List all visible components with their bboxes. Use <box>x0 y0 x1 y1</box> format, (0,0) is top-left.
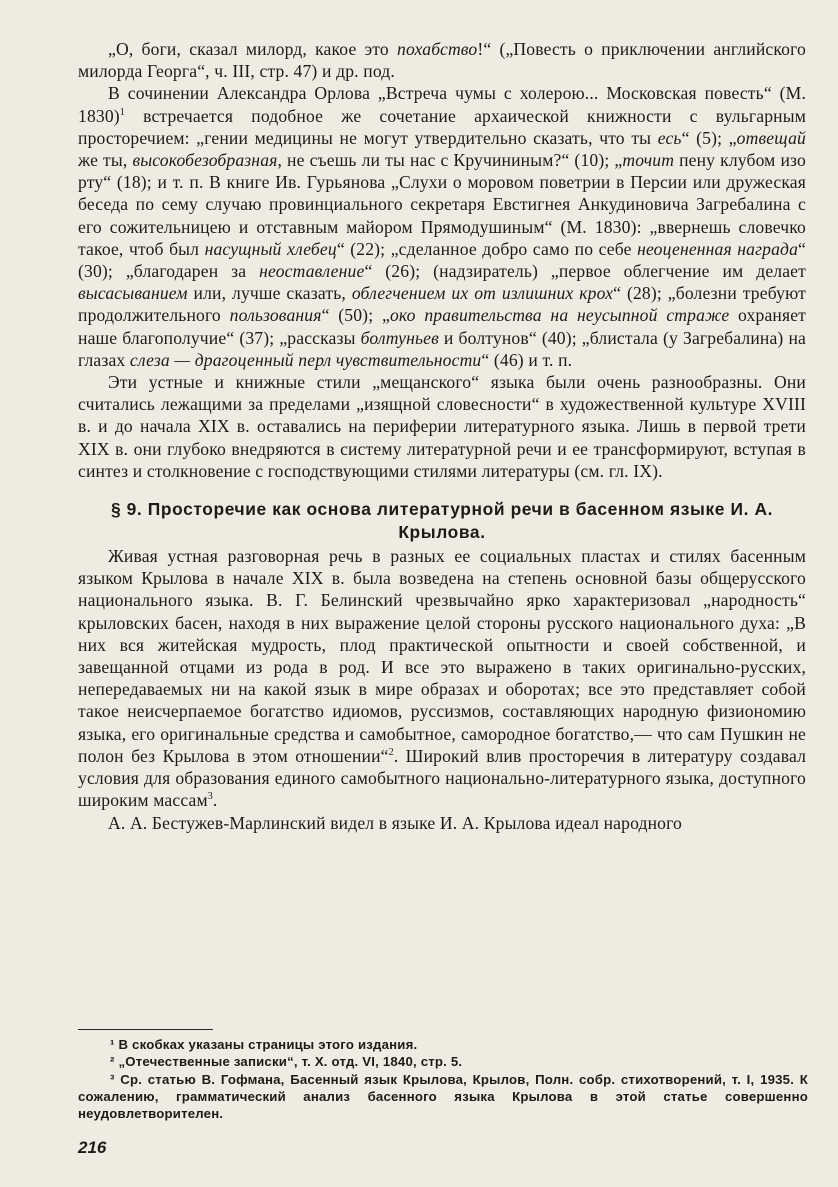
paragraph <box>78 82 806 371</box>
italic-quote: точит <box>622 150 675 171</box>
text-run: “ (26); (надзиратель) „первое облегчение им делает <box>364 261 806 282</box>
paragraphs-before-heading <box>78 38 806 482</box>
paragraph <box>78 371 806 482</box>
text-run: , не съешь ли ты нас с Кручининым?“ (10); „ <box>277 150 623 171</box>
footnote: ³ Ср. статью В. Гофмана, Басенный язык Крылова, Крылов, Полн. собр. стихотворений, т. I, 1935. К сожалению, грамматический анализ басенного языка Крылова в этой статье совершенно неудовлетворителен. <box>78 1071 808 1122</box>
text-run: В сочинении Александра Орлова „Встреча чумы с холерою... Московская повесть“ (М. 1830) <box>78 83 806 126</box>
text-run: А. А. Бестужев-Марлинский видел в языке И. А. Крылова идеал народного <box>108 812 682 833</box>
italic-quote: высокобезобразная <box>132 150 278 171</box>
main-text <box>78 38 806 834</box>
footnote: ² „Отечественные записки“, т. X. отд. VI, 1840, стр. 5. <box>110 1054 463 1070</box>
text-run: „О, боги, сказал милорд, какое это <box>108 39 397 59</box>
footnote-marker: 3 <box>207 791 213 803</box>
section-heading: § 9. Просторечие как основа литературной речи в басенном языке И. А. Крылова. <box>110 499 774 542</box>
text-run: же ты, <box>78 150 133 171</box>
italic-quote: отвещай <box>736 127 806 148</box>
paragraphs-after-heading <box>78 545 806 834</box>
text-run: или, лучше сказать, <box>187 283 352 304</box>
text-run: “ (22); „сделанное добро само по себе <box>336 238 638 259</box>
italic-quote: неоставление <box>259 261 365 282</box>
paragraph <box>78 38 806 82</box>
text-run: встречается подобное же сочетание архаической книжности с вульгарным просторечием: „гении медицины не могут утвердительно сказать, что ты <box>78 105 806 148</box>
text-run: . <box>212 790 218 811</box>
text-run: “ (5); „ <box>681 127 737 148</box>
text-run: охраняет наше благополучие“ (37); „рассказы <box>78 305 807 348</box>
page-number: 216 <box>78 1138 107 1157</box>
text-run: Эти устные и книжные стили „мещанского“ языка были очень разнообразны. Они считались лежащими за пределами „изящной словесности“ в художественной культуре XVIII в. и до начала XIX в. оставались на периферии литературного языка. Лишь в первой трети XIX в. они глубоко внедряются в систему литературной речи и ее трансформируют, вступая в синтез и столкновение с господствующими стилями литературы (см. гл. IX). <box>78 372 806 481</box>
text-run: и болтунов“ (40); „блистала (у Загребалина) на глазах <box>78 327 806 370</box>
italic-quote: облегчением их от излишних крох <box>351 283 614 304</box>
italic-quote: похабство <box>397 39 478 59</box>
footnote-marker: 2 <box>388 747 394 759</box>
italic-quote: пользования <box>229 305 322 326</box>
text-run: . Широкий влив просторечия в литературу создавал условия для образования единого самобытного национально-литературного языка, доступного широким массам <box>78 745 806 811</box>
text-run: “ (46) и т. п. <box>481 349 573 370</box>
italic-quote: высасыванием <box>78 283 188 304</box>
text-run: “ (50); „ <box>321 305 390 326</box>
italic-quote: есь <box>657 127 682 148</box>
text-run: Живая устная разговорная речь в разных ее социальных пластах и стилях басенным языком Крылова в начале XIX в. была возведена на степень основной базы общерусского национального языка. В. Г. Белинский чрезвычайно ярко характеризовал „народность“ крыловских басен, находя в них выражение целой стороны русского национального духа: „В них вся житейская мудрость, плод практической опытности и своей собственной, и завещанной отцами из рода в род. И все это выражено в таких оригинально-русских, непередаваемых ни на какой язык в мире образах и оборотах; все это представляет собой такое неисчерпаемое богатство идиомов, руссизмов, составляющих народную физиономию языка, его оригинальные средства и самобытное, самородное богатство,— что сам Пушкин не полон без Крылова в этом отношении“ <box>78 546 806 766</box>
text-run: “ (28); „болезни требуют продолжительного <box>78 283 806 326</box>
paragraph <box>78 545 806 811</box>
italic-quote: слеза — драгоценный перл чувствительности <box>129 349 482 370</box>
italic-quote: насущный хлебец <box>204 238 337 259</box>
footnotes <box>78 1036 808 1122</box>
footnote: ¹ В скобках указаны страницы этого издания. <box>110 1037 418 1052</box>
italic-quote: око правительства на неусыпной страже <box>389 305 730 326</box>
text-run: пену клубом изо рту“ (18); и т. п. В книге Ив. Гурьянова „Слухи о моровом поветрии в Персии или дружеская беседа по сему случаю провинциального секретаря Евстигнея Анкудиновича Загребалина с его сожительницею и отставным майором Прямодушиным“ (М. 1830): „ввернешь словечко такое, чтоб был <box>78 150 806 259</box>
footnote-divider <box>78 1029 213 1030</box>
text-run: “ (30); „благодарен за <box>78 238 806 282</box>
text-run: !“ („Повесть о приключении английского милорда Георга“, ч. III, стр. 47) и др. под. <box>78 39 806 82</box>
footnote-marker: 1 <box>119 106 125 118</box>
paragraph <box>78 812 806 834</box>
italic-quote: болтуньев <box>360 327 439 348</box>
italic-quote: неоцененная награда <box>637 238 799 259</box>
